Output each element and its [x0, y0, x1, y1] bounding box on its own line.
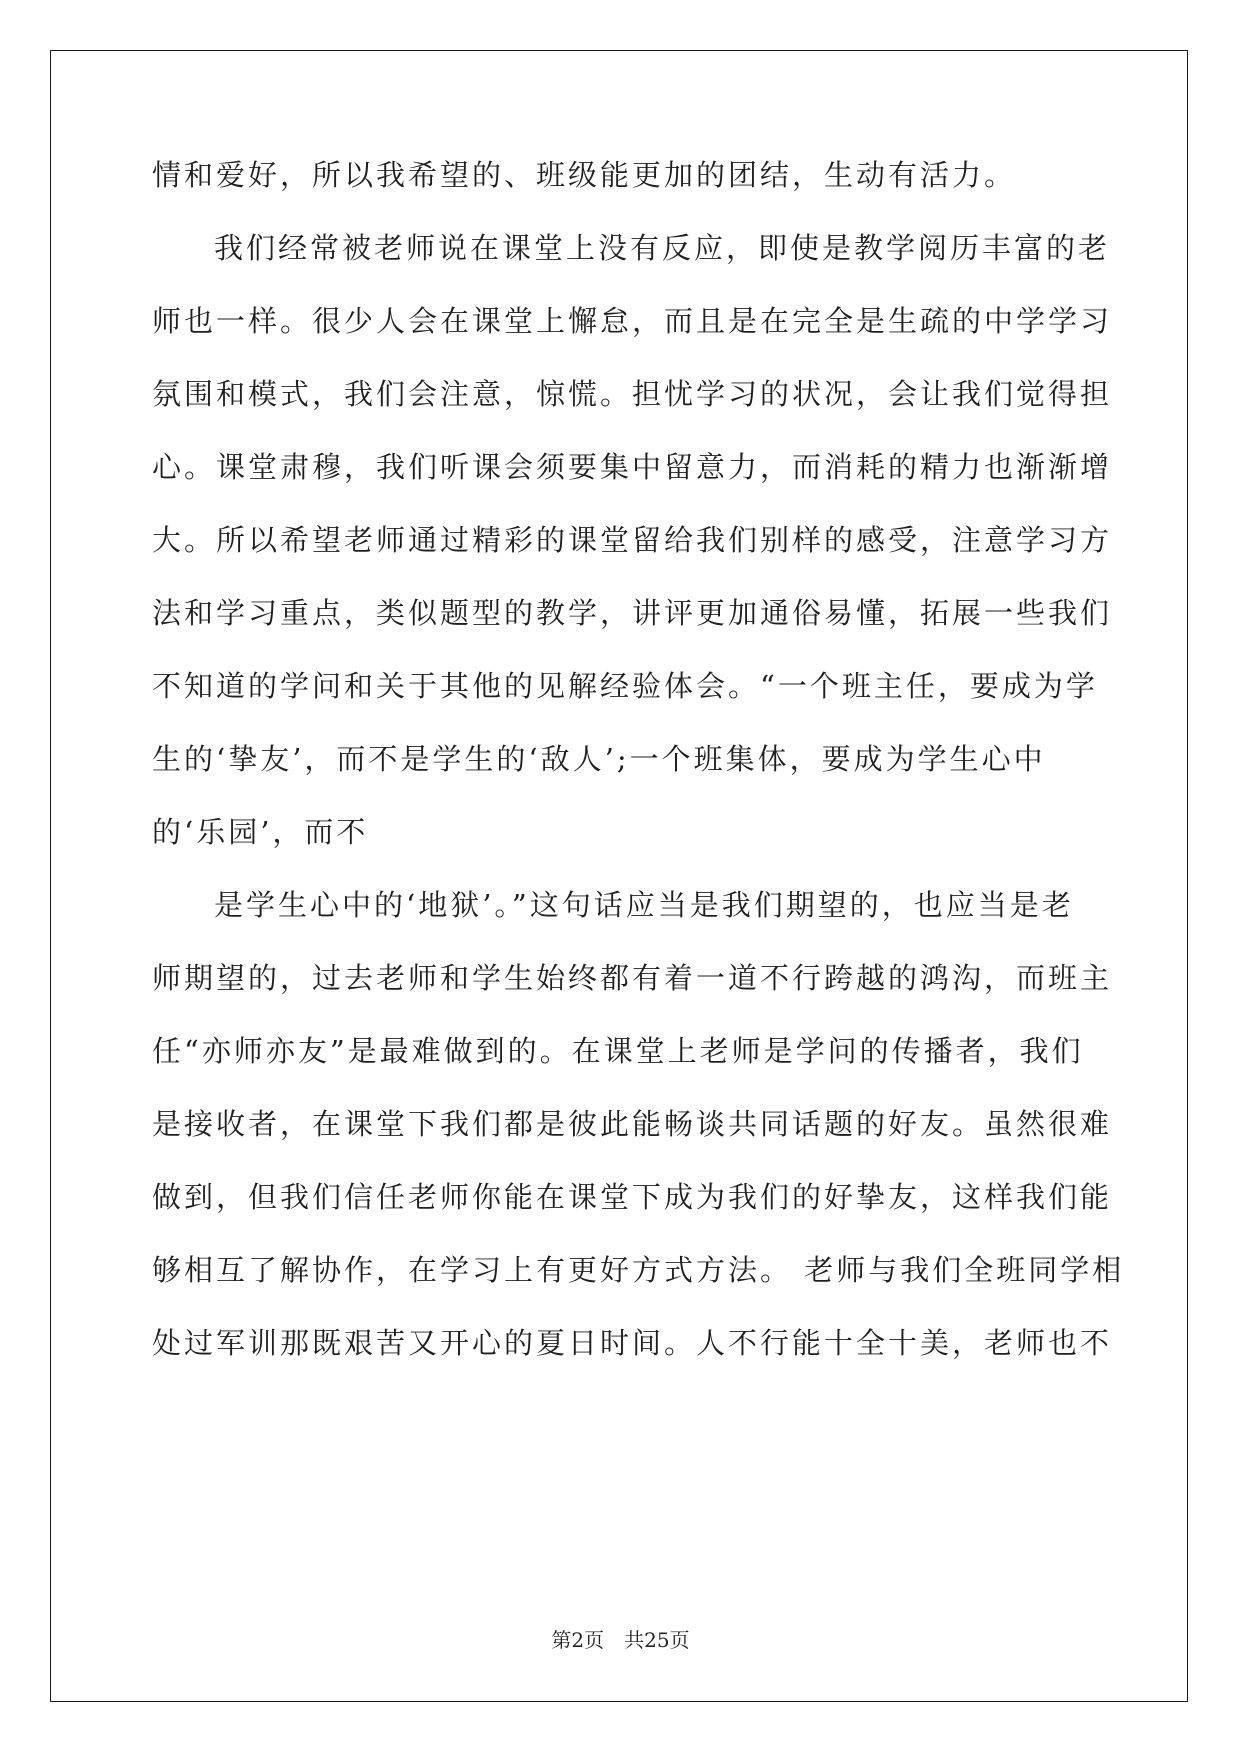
paragraph-start-line: 我们经常被老师说在课堂上没有反应，即使是教学阅历丰富的老 [214, 231, 1111, 265]
text-line: 处过军训那既艰苦又开心的夏日时间。人不行能十全十美，老师也不 [152, 1326, 1113, 1360]
text-line: 不知道的学问和关于其他的见解经验体会。“一个班主任，要成为学 [152, 669, 1098, 703]
text-line: 法和学习重点，类似题型的教学，讲评更加通俗易懂，拓展一些我们 [152, 596, 1113, 630]
paragraph-start-line: 是学生心中的‘地狱’。”这句话应当是我们期望的，也应当是老 [214, 888, 1074, 922]
text-line: 情和爱好，所以我希望的、班级能更加的团结，生动有活力。 [152, 158, 1017, 192]
page-number-footer: 第2页 共25页 [551, 1628, 690, 1652]
text-line: 氛围和模式，我们会注意，惊慌。担忧学习的状况，会让我们觉得担 [152, 377, 1113, 411]
text-line: 大。所以希望老师通过精彩的课堂留给我们别样的感受，注意学习方 [152, 523, 1113, 557]
text-line: 师期望的，过去老师和学生始终都有着一道不行跨越的鸿沟，而班主 [152, 961, 1113, 995]
text-line: 师也一样。很少人会在课堂上懈怠，而且是在完全是生疏的中学学习 [152, 304, 1113, 338]
text-line: 生的‘挚友’，而不是学生的‘敌人’;一个班集体，要成为学生心中 [152, 742, 1046, 776]
text-line: 心。课堂肃穆，我们听课会须要集中留意力，而消耗的精力也渐渐增 [152, 450, 1113, 484]
text-line: 够相互了解协作，在学习上有更好方式方法。 老师与我们全班同学相 [152, 1253, 1125, 1287]
page-border [50, 50, 1188, 1702]
text-line: 的‘乐园’，而不 [152, 815, 369, 849]
text-line: 是接收者，在课堂下我们都是彼此能畅谈共同话题的好友。虽然很难 [152, 1107, 1113, 1141]
text-line: 任“亦师亦友”是最难做到的。在课堂上老师是学问的传播者，我们 [152, 1034, 1084, 1068]
text-line: 做到，但我们信任老师你能在课堂下成为我们的好挚友，这样我们能 [152, 1180, 1113, 1214]
